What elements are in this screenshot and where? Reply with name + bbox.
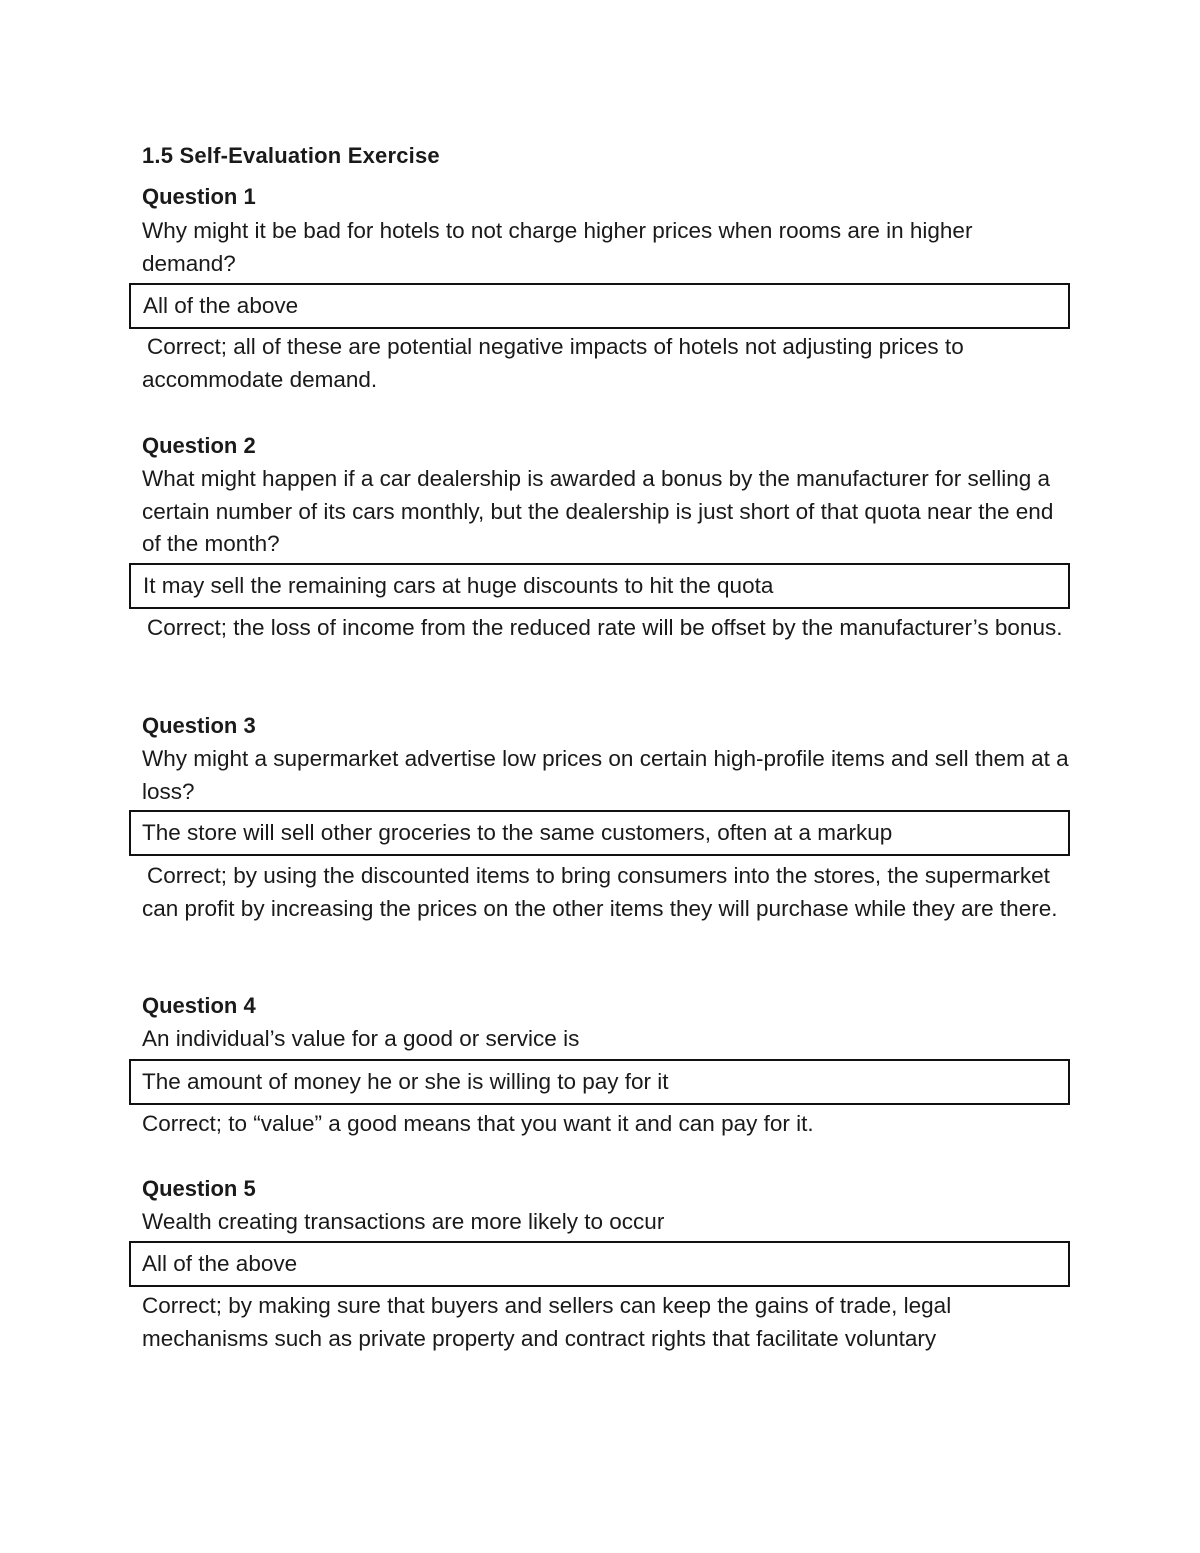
question-4-answer-box: The amount of money he or she is willing to pay for it — [129, 1059, 1070, 1105]
question-3-text: Why might a supermarket advertise low prices on certain high-profile items and sell them at a loss? — [142, 746, 1069, 804]
question-1-label: Question 1 — [142, 184, 256, 209]
question-5-answer-box: All of the above — [129, 1241, 1070, 1287]
question-1-feedback: Correct; all of these are potential negative impacts of hotels not adjusting prices to accommodate demand. — [142, 334, 964, 392]
page-title: 1.5 Self-Evaluation Exercise — [142, 143, 440, 168]
question-5-feedback: Correct; by making sure that buyers and sellers can keep the gains of trade, legal mechanisms such as private property and contract rights that facilitate voluntary — [142, 1293, 952, 1351]
question-1-text: Why might it be bad for hotels to not charge higher prices when rooms are in higher demand? — [142, 218, 973, 276]
question-2-text: What might happen if a car dealership is awarded a bonus by the manufacturer for selling a certain number of its cars monthly, but the dealership is just short of that quota near the end of the month? — [142, 466, 1054, 556]
question-4-text: An individual’s value for a good or service is — [142, 1026, 580, 1051]
question-3-answer-box: The store will sell other groceries to the same customers, often at a markup — [129, 810, 1070, 856]
question-1-answer-box: All of the above — [129, 283, 1070, 329]
question-2-feedback: Correct; the loss of income from the reduced rate will be offset by the manufacturer’s bonus. — [147, 615, 1063, 640]
question-3-feedback: Correct; by using the discounted items to bring consumers into the stores, the supermarket can profit by increasing the prices on the other items they will purchase while they are there. — [142, 863, 1058, 921]
question-4-label: Question 4 — [142, 993, 256, 1018]
question-3-label: Question 3 — [142, 713, 256, 738]
question-4-feedback: Correct; to “value” a good means that you want it and can pay for it. — [142, 1111, 814, 1136]
question-2-answer-box: It may sell the remaining cars at huge discounts to hit the quota — [129, 563, 1070, 609]
question-5-text: Wealth creating transactions are more likely to occur — [142, 1209, 665, 1234]
question-5-label: Question 5 — [142, 1176, 256, 1201]
question-2-label: Question 2 — [142, 433, 256, 458]
